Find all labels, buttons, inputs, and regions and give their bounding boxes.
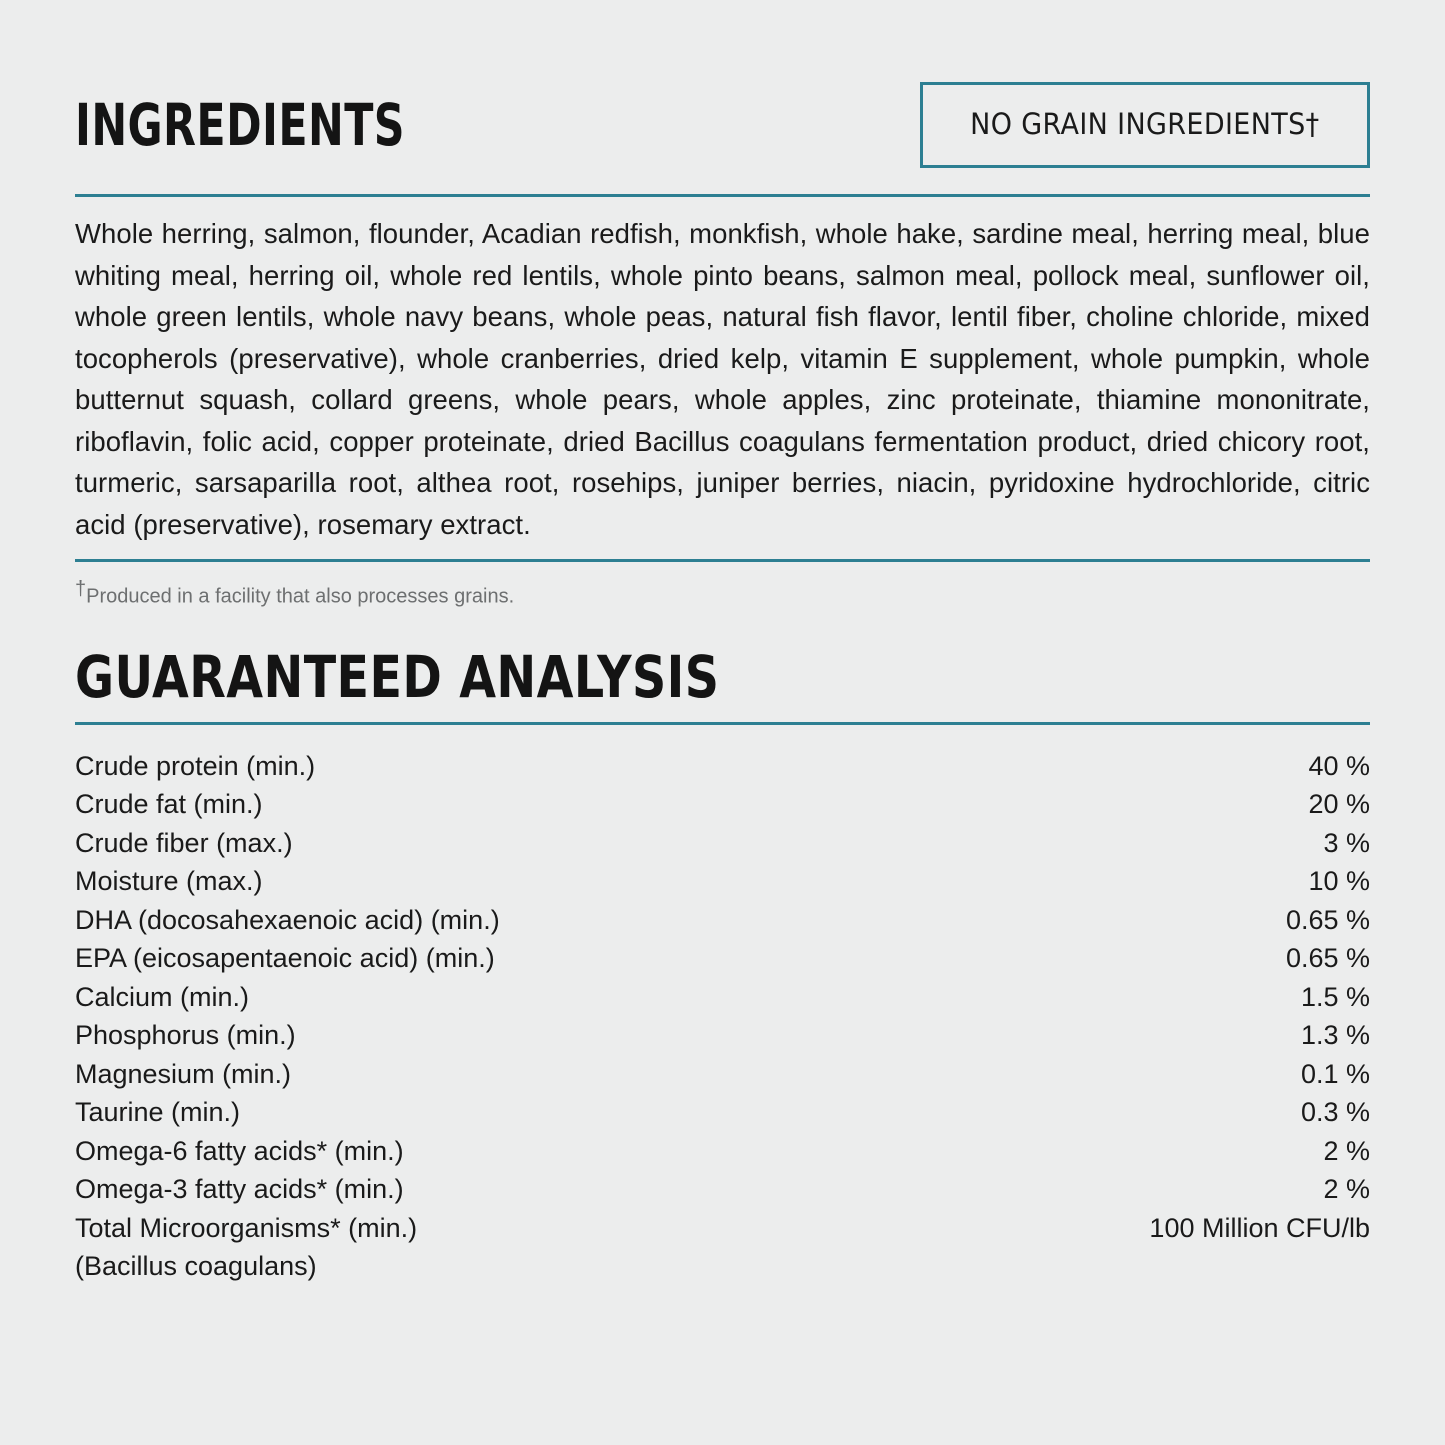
nutrient-label: Omega-3 fatty acids* (min.) <box>75 1174 404 1205</box>
ingredients-divider-bottom <box>75 559 1370 562</box>
no-grain-badge-label: NO GRAIN INGREDIENTS† <box>970 107 1320 141</box>
nutrient-value: 1.5 % <box>1300 981 1370 1012</box>
nutrient-value: 0.3 % <box>1300 1097 1370 1128</box>
nutrient-value: 0.65 % <box>1285 943 1370 974</box>
nutrient-value: 100 Million CFU/lb <box>1149 1212 1370 1243</box>
table-row <box>75 1247 1370 1286</box>
nutrient-value <box>927 1247 1370 1286</box>
nutrient-value: 2 % <box>1323 1174 1370 1205</box>
table-row <box>75 785 1370 824</box>
table-row <box>75 1055 1370 1094</box>
table-row <box>75 1016 1370 1055</box>
table-row <box>75 1093 1370 1132</box>
table-row <box>75 901 1370 940</box>
nutrient-value: 0.1 % <box>1300 1058 1370 1089</box>
nutrient-label: Phosphorus (min.) <box>75 1020 296 1051</box>
nutrient-label: DHA (docosahexaenoic acid) (min.) <box>75 904 500 935</box>
nutrient-value: 20 % <box>1308 789 1370 820</box>
page-title: INGREDIENTS <box>75 91 406 159</box>
nutrient-value: 1.3 % <box>1300 1020 1370 1051</box>
nutrient-label: (Bacillus coagulans) <box>75 1251 317 1282</box>
table-row <box>75 824 1370 863</box>
table-row <box>75 978 1370 1017</box>
guaranteed-analysis-table <box>75 747 1370 1286</box>
nutrient-value: 0.65 % <box>1285 904 1370 935</box>
table-row <box>75 747 1370 786</box>
nutrient-label: Taurine (min.) <box>75 1097 241 1128</box>
nutrient-label: Calcium (min.) <box>75 981 250 1012</box>
nutrient-label: EPA (eicosapentaenoic acid) (min.) <box>75 943 495 974</box>
table-row <box>75 862 1370 901</box>
nutrient-label: Moisture (max.) <box>75 866 263 897</box>
guaranteed-analysis-title: GUARANTEED ANALYSIS <box>75 642 720 711</box>
ingredients-footnote <box>75 576 1370 610</box>
ingredients-divider-top <box>75 194 1370 197</box>
guaranteed-analysis-divider <box>75 722 1370 725</box>
table-row <box>75 1132 1370 1171</box>
ingredients-list: Whole herring, salmon, flounder, Acadian redfish, monkfish, whole hake, sardine meal, herring meal, blue whiting meal, herring oil, whole red lentils, whole pinto beans, salmon meal, pollock meal, sunflower oil, whole green lentils, whole navy beans, whole peas, natural fish flavor, lentil fiber, choline chloride, mixed tocopherols (preservative), whole cranberries, dried kelp, vitamin E supplement, whole pumpkin, whole butternut squash, collard greens, whole pears, whole apples, zinc proteinate, thiamine mononitrate, riboflavin, folic acid, copper proteinate, dried Bacillus coagulans fermentation product, dried chicory root, turmeric, sarsaparilla root, althea root, rosehips, juniper berries, niacin, pyridoxine hydrochloride, citric acid (preservative), rosemary extract. <box>75 218 1370 540</box>
table-row <box>75 1170 1370 1209</box>
table-row <box>75 939 1370 978</box>
nutrient-label: Crude fiber (max.) <box>75 827 293 858</box>
guaranteed-analysis-section <box>75 642 1370 1286</box>
nutrient-value: 3 % <box>1323 827 1370 858</box>
table-row <box>75 1209 1370 1248</box>
nutrient-value: 10 % <box>1308 866 1370 897</box>
footnote-text: Produced in a facility that also processes grains. <box>86 585 515 608</box>
nutrient-label: Magnesium (min.) <box>75 1058 292 1089</box>
nutrient-label: Total Microorganisms* (min.) <box>75 1212 418 1243</box>
nutrient-label: Crude fat (min.) <box>75 789 263 820</box>
no-grain-badge <box>920 82 1370 168</box>
footnote-marker: † <box>75 578 87 600</box>
ingredients-header <box>75 70 1370 180</box>
nutrient-value: 40 % <box>1308 750 1370 781</box>
nutrient-label: Crude protein (min.) <box>75 750 316 781</box>
nutrient-value: 2 % <box>1323 1135 1370 1166</box>
nutrient-label: Omega-6 fatty acids* (min.) <box>75 1135 404 1166</box>
